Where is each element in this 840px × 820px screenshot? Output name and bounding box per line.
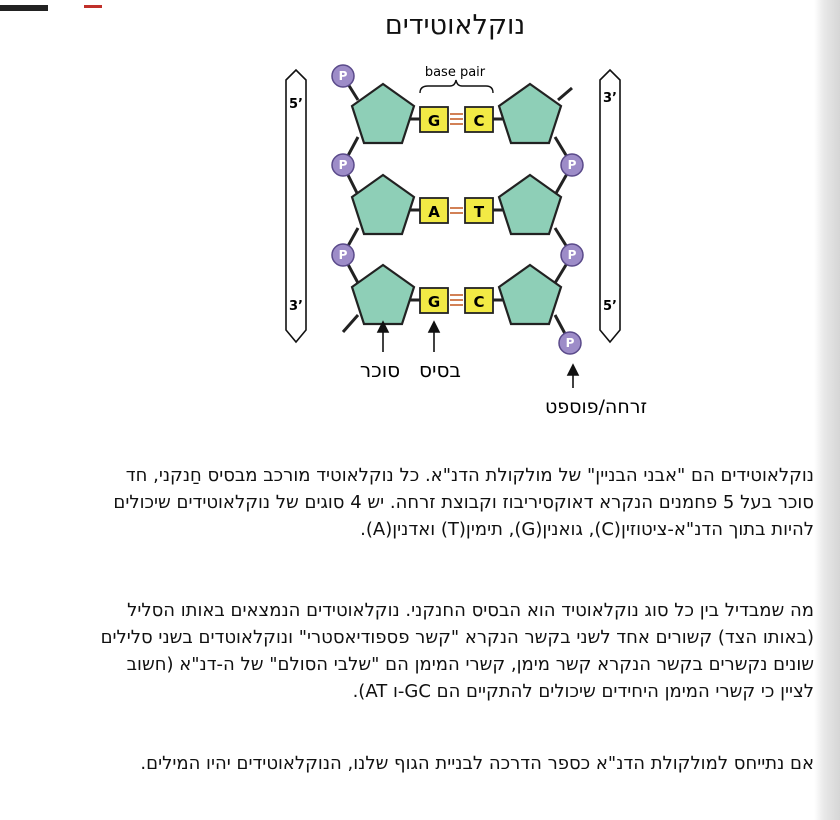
left-strand-bottom-label: 3’	[289, 299, 303, 314]
phosphate-circle	[332, 154, 354, 176]
phosphate-circle	[332, 65, 354, 87]
hydrogen-bonds	[450, 208, 463, 213]
sugar-pentagon	[499, 175, 561, 234]
paragraph-analogy: אם נתייחס למולקולת הדנ"א כספר הדרכה לבניית הגוף שלנו, הנוקלאוטידים יהיו המילים.	[140, 753, 814, 774]
page-title: נוקלאוטידים	[384, 10, 526, 41]
svg-text:P: P	[567, 248, 577, 262]
base-letter: C	[473, 293, 485, 311]
base-letter: G	[427, 112, 441, 130]
sugar-pentagon	[499, 265, 561, 324]
paragraph-intro: נוקלאוטידים הם "אבני הבניין" של מולקולת הדנ"א. כל נוקלאוטיד מורכב מבסיס חַנקני, חד סוכר בעל 5 פחמנים הנקרא דאוקסיריבוז וקבוצת זרחה. יש 4 סוגים של נוקלאוטידים שיכולים להיות בתוך הדנ"א-ציטוזין(C), גואנין(G), תימין(T) ואדנין(A).	[113, 465, 814, 540]
base-letter: T	[473, 203, 485, 221]
right-strand-bottom-label: 5’	[603, 299, 617, 314]
right-strand-top-label: 3’	[603, 91, 617, 106]
base-letter: G	[427, 293, 441, 311]
base-pair-row	[420, 107, 493, 132]
page-edge-shadow	[814, 0, 840, 820]
phosphate-circle	[559, 332, 581, 354]
label-arrows	[378, 322, 578, 388]
svg-text:P: P	[338, 69, 348, 83]
svg-text:P: P	[565, 336, 575, 350]
base-letter: C	[473, 112, 485, 130]
sugar-pentagon	[352, 175, 414, 234]
left-strand-arrow	[286, 70, 306, 342]
right-strand-arrow	[600, 70, 620, 342]
phosphate-circle	[561, 244, 583, 266]
svg-text:P: P	[338, 248, 348, 262]
left-strand-top-label: 5’	[289, 97, 303, 112]
svg-text:P: P	[567, 158, 577, 172]
paragraph-bonds: מה שמבדיל בין כל סוג נוקלאוטיד הוא הבסיס החנקני. נוקלאוטידים הנמצאים באותו הסליל (באותו הצד) קשורים אחד לשני בקשר הנקרא "קשר פספודיאסטרי" ונוקלאוטדים בשני סלילים שונים נקשרים בקשר הנקרא קשר מימן, קשרי המימן הם "שלבי הסולם" של ה-דנ"א (חשוב לציין כי קשרי המימן היחידים שיכולים להתקיים הם GC-ו AT).	[100, 600, 814, 702]
base-pair-row	[420, 198, 493, 223]
sugar-pentagon	[499, 84, 561, 143]
phosphate-circle	[332, 244, 354, 266]
sugar-pentagon	[352, 265, 414, 324]
base-letter: A	[428, 203, 440, 221]
phosphate-circle	[561, 154, 583, 176]
sugar-pentagon	[352, 84, 414, 143]
base-pair-brace	[420, 65, 493, 93]
svg-text:P: P	[338, 158, 348, 172]
hydrogen-bonds	[450, 295, 463, 305]
hydrogen-bonds	[450, 114, 463, 124]
base-pair-label: base pair	[424, 65, 486, 80]
sugar-label: סוכר	[359, 358, 401, 382]
base-pair-row	[420, 288, 493, 313]
base-label: בסיס	[419, 358, 461, 382]
phosphate-label: זרחה/פוספט	[544, 396, 648, 418]
sugar-group	[352, 84, 561, 324]
